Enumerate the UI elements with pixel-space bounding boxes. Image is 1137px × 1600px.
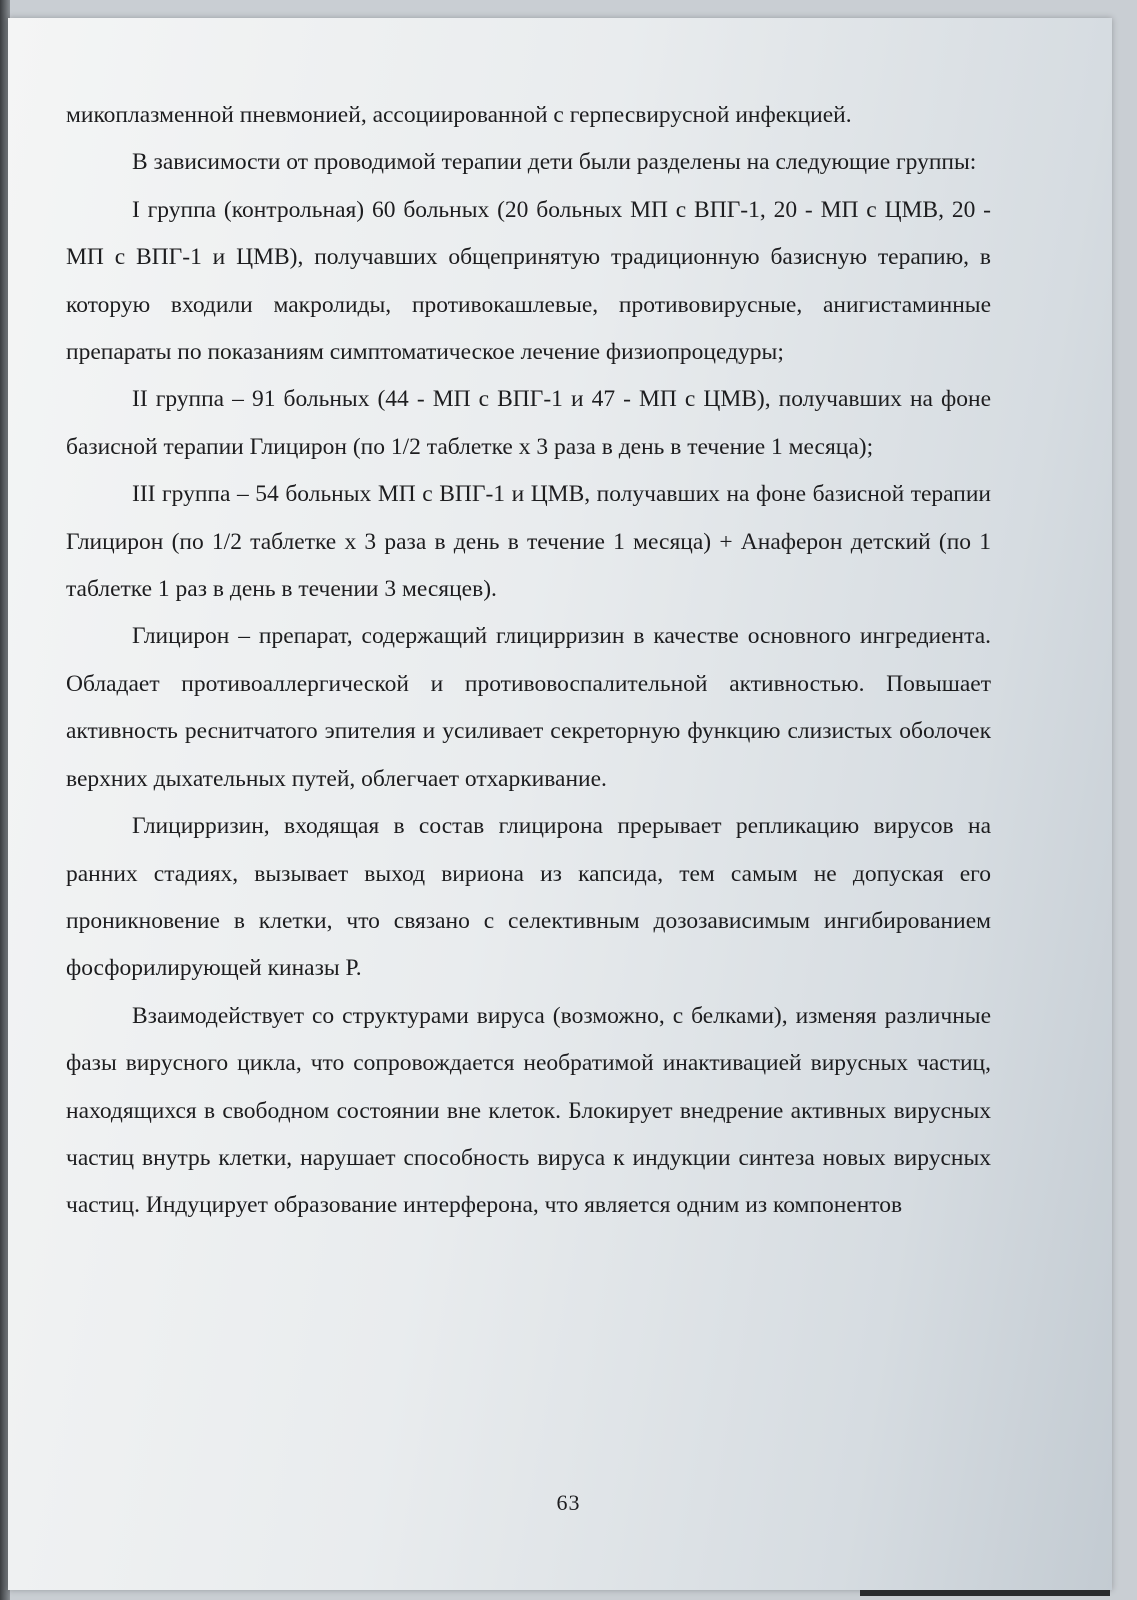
paragraph-virus-interaction: Взаимодействует со структурами вируса (возможно, с белками), изменяя различные фазы вирусного цикла, что сопровождается необратимой инактивацией вирусных частиц, находящихся в свободном состоянии вне клеток. Блокирует внедрение активных вирусных частиц внутрь клетки, нарушает способность вируса к индукции синтеза новых вирусных частиц. Индуцирует образование интерферона, что является одним из компонентов	[66, 1002, 991, 1219]
paragraph-group-2: II группа – 91 больных (44 - МП с ВПГ-1 и 47 - МП с ЦМВ), получавших на фоне базисной терапии Глицирон (по 1/2 таблетке х 3 раза в день в течение 1 месяца);	[66, 386, 991, 460]
paragraph-glycyron-description: Глицирон – препарат, содержащий глицирризин в качестве основного ингредиента. Обладает противоаллергической и противовоспалительной активностью. Повышает активность реснитчатого эпителия и усиливает секреторную функцию слизистых оболочек верхних дыхательных путей, облегчает отхаркивание.	[66, 623, 991, 792]
paragraph-group-3: III группа – 54 больных МП с ВПГ-1 и ЦМВ, получавших на фоне базисной терапии Глицирон (по 1/2 таблетке х 3 раза в день в течение 1 месяца) + Анаферон детский (по 1 таблетке 1 раз в день в течении 3 месяцев).	[66, 481, 991, 603]
paragraph-group-1: I группа (контрольная) 60 больных (20 больных МП с ВПГ-1, 20 - МП с ЦМВ, 20 - МП с ВПГ-1 и ЦМВ), получавших общепринятую традиционную базисную терапию, в которую входили макролиды, противокашлевые, противовирусные, анигистаминные препараты по показаниям симптоматическое лечение физиопроцедуры;	[66, 196, 991, 366]
paragraph-glycyrrhizin-mechanism: Глицирризин, входящая в состав глицирона прерывает репликацию вирусов на ранних стадиях, вызывает выход вириона из капсида, тем самым не допуская его проникновение в клетки, что связано с селективным дозозависимым ингибированием фосфорилирующей киназы Р.	[66, 813, 991, 982]
page-number: 63	[556, 1490, 581, 1515]
paragraph-groups-intro: В зависимости от проводимой терапии дети были разделены на следующие группы:	[132, 149, 977, 176]
body-text	[66, 92, 991, 1230]
paragraph-continuation: микоплазменной пневмонией, ассоциированной с герпесвирусной инфекцией.	[66, 102, 852, 128]
scan-edge-bottom	[860, 1590, 1110, 1596]
